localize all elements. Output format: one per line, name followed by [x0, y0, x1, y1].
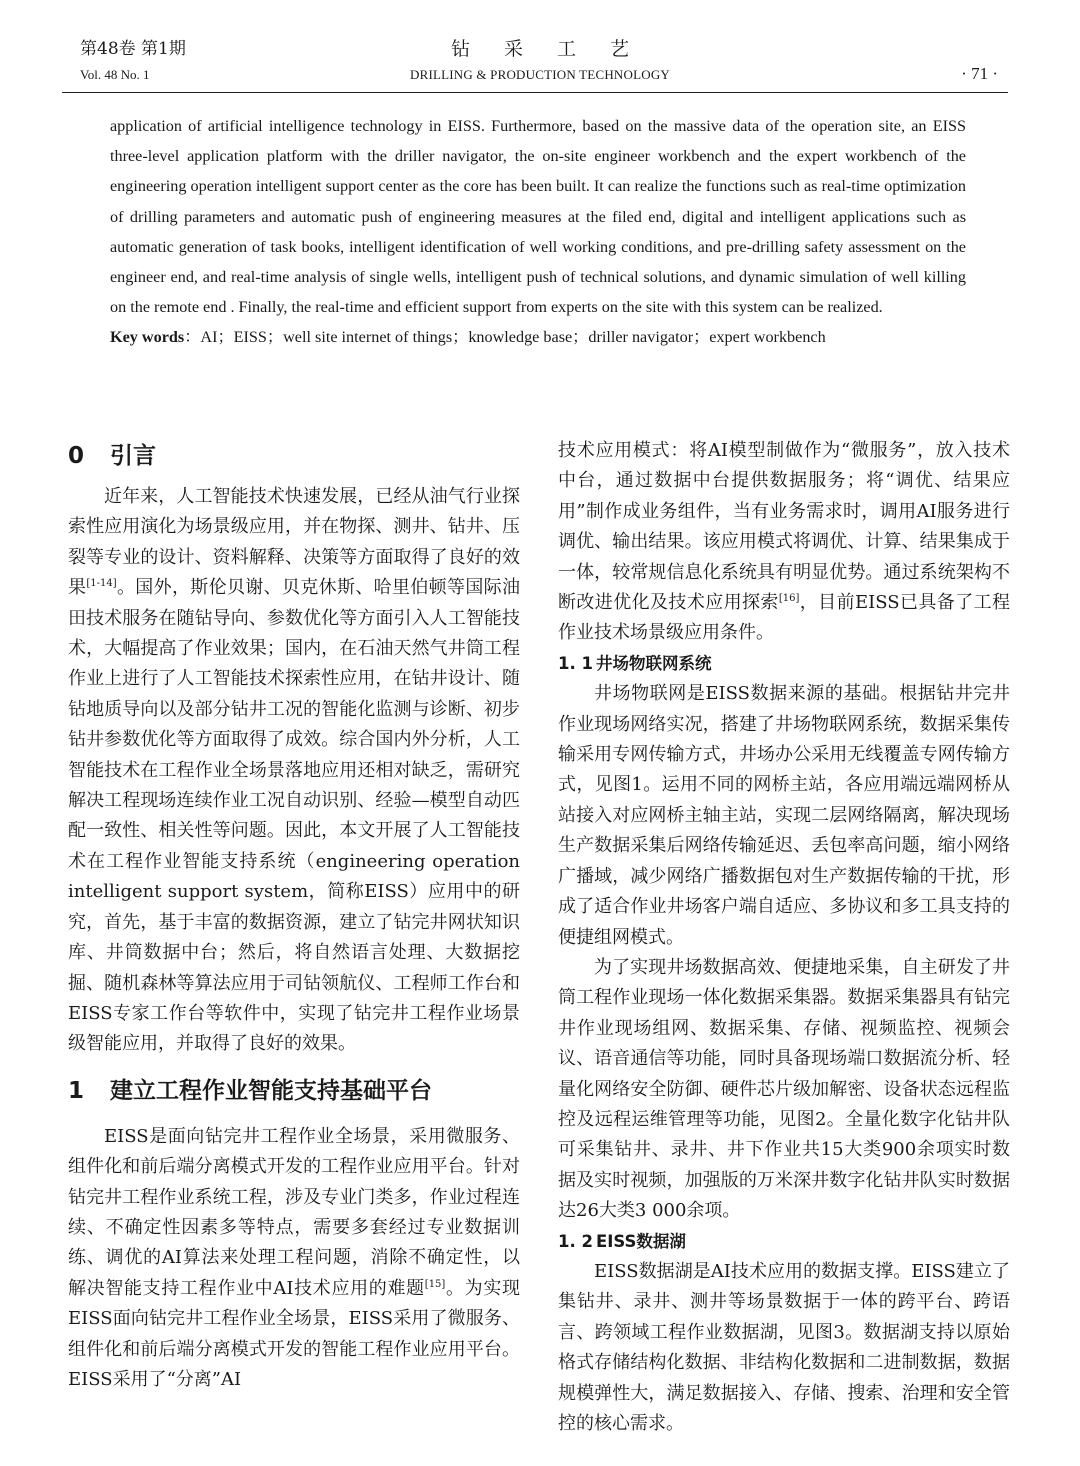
subsection-title: EISS数据湖	[596, 1231, 686, 1251]
subsection-heading-datalake	[558, 1227, 1010, 1257]
page-header	[0, 0, 1080, 95]
citation[interactable]: [16]	[778, 593, 800, 605]
citation[interactable]: [1-14]	[86, 578, 117, 590]
volume-info	[80, 36, 186, 88]
keywords-label: Key words	[110, 328, 185, 347]
subsection-heading-iot	[558, 649, 1010, 679]
keywords	[110, 322, 966, 352]
section-title: 引言	[110, 443, 156, 469]
keywords-list: ：AI；EISS；well site internet of things；knowledge base；driller navigator；expert workbench	[184, 328, 826, 347]
subsection-number: 1. 2	[558, 1231, 593, 1251]
header-divider	[62, 92, 1008, 93]
left-column	[68, 436, 520, 1395]
volume-cn: 第48卷 第1期	[80, 39, 186, 59]
paragraph-text: 技术应用模式：将AI模型制做作为“微服务”，放入技术中台，通过数据中台提供数据服务；将“调优、结果应用”制作成业务组件，当有业务需求时，调用AI服务进行调优、输出结果。该应用模式将调优、计算、结果集成于一体，较常规信息化系统具有明显优势。通过系统架构不断改进优化及技术应用探索	[558, 440, 1010, 614]
paragraph-text: EISS是面向钻完井工程作业全场景，采用微服务、组件化和前后端分离模式开发的工程作业应用平台。针对钻完井工程作业系统工程，涉及专业门类多，作业过程连续、不确定性因素多等特点，需要多套经过专业数据训练、调优的AI算法来处理工程问题，消除不确定性，以解决智能支持工程作业中AI技术应用的难题	[68, 1125, 520, 1299]
journal-title	[390, 36, 690, 88]
paragraph-text: 。国外，斯伦贝谢、贝克休斯、哈里伯顿等国际油田技术服务在随钻导向、参数优化等方面引入人工智能技术，大幅提高了作业效果；国内，在石油天然气井筒工程作业上进行了人工智能技术探索性应用，在钻井设计、随钻地质导向以及部分钻井工况的智能化监测与诊断、初步钻井参数优化等方面取得了成效。综合国内外分析，人工智能技术在工程作业全场景落地应用还相对缺乏，需研究解决工程现场连续作业工况自动识别、经验—模型自动匹配一致性、相关性等问题。因此，本文开展了人工智能技术在工程作业智能支持系统（engineering operation intelligent support system，简称EISS）应用中的研究，首先，基于丰富的数据资源，建立了钻完井网状知识库、井筒数据中台；然后，将自然语言处理、大数据挖掘、随机森林等算法应用于司钻领航仪、工程师工作台和EISS专家工作台等软件中，实现了钻完井工程作业场景级智能应用，并取得了良好的效果。	[68, 577, 521, 1055]
paragraph	[68, 1122, 520, 1396]
subsection-title: 井场物联网系统	[596, 653, 712, 673]
section-number: 1	[68, 1077, 85, 1104]
citation[interactable]: [15]	[424, 1278, 446, 1290]
section-title: 建立工程作业智能支持基础平台	[110, 1077, 432, 1104]
section-heading-platform	[68, 1060, 520, 1122]
paragraph: 为了实现井场数据高效、便捷地采集，自主研发了井筒工程作业现场一体化数据采集器。数据采集器具有钻完井作业现场组网、数据采集、存储、视频监控、视频会议、语音通信等功能，同时具备现场端口数据流分析、轻量化网络安全防御、硬件芯片级加解密、设备状态远程监控及远程运维管理等功能，见图2。全量化数字化钻井队可采集钻井、录井、井下作业共15大类900余项实时数据及实时视频，加强版的万米深井数字化钻井队实时数据达26大类3 000余项。	[558, 956, 1010, 1222]
abstract	[110, 111, 966, 353]
journal-title-cn: 钻采工艺	[450, 38, 663, 60]
subsection-number: 1. 1	[558, 653, 593, 673]
journal-title-en: DRILLING & PRODUCTION TECHNOLOGY	[409, 67, 670, 82]
paragraph-continued	[558, 436, 1010, 649]
page-number: · 71 ·	[961, 64, 998, 83]
paragraph: 井场物联网是EISS数据来源的基础。根据钻井完井作业现场网络实况，搭建了井场物联网系统，数据采集传输采用专网传输方式，井场办公采用无线覆盖专网传输方式，见图1。运用不同的网桥主站，各应用端远端网桥从站接入对应网桥主轴主站，实现二层网络隔离，解决现场生产数据采集后网络传输延迟、丢包率高问题，缩小网络广播域，减少网络广播数据包对生产数据传输的干扰，形成了适合作业井场客户端自适应、多协议和多工具支持的便捷组网模式。	[558, 683, 1010, 948]
volume-en: Vol. 48 No. 1	[80, 67, 150, 82]
section-heading-introduction	[68, 436, 520, 482]
paragraph	[68, 482, 520, 1060]
paragraph-text: 近年来，人工智能技术快速发展，已经从油气行业探索性应用演化为场景级应用，并在物探、测井、钻井、压裂等专业的设计、资料解释、决策等方面取得了良好的效果	[68, 486, 520, 599]
paragraph-text: ，目前EISS已具备了工程作业技术场景级应用条件。	[558, 592, 1010, 644]
paragraph: EISS数据湖是AI技术应用的数据支撑。EISS建立了集钻井、录井、测井等场景数据于一体的跨平台、跨语言、跨领域工程作业数据湖，见图3。数据湖支持以原始格式存储结构化数据、非结构化数据和二进制数据，数据规模弹性大，满足数据接入、存储、搜索、治理和安全管控的核心需求。	[558, 1260, 1010, 1434]
right-column	[558, 436, 1010, 1439]
abstract-text: application of artificial intelligence technology in EISS. Furthermore, based on the massive data of the operation site, an EISS three-level application platform with the driller navigator, the on-site engineer workbench and the expert workbench of the engineering operation intelligent support center as the core has been built. It can realize the functions such as real-time optimization of drilling parameters and automatic push of engineering measures at the filed end, digital and intelligent applications such as automatic generation of task books, intelligent identification of well working conditions, and pre-drilling safety assessment on the engineer end, and real-time analysis of single wells, intelligent push of technical solutions, and dynamic simulation of well killing on the remote end . Finally, the real-time and efficient support from experts on the site with this system can be realized.	[110, 117, 966, 317]
section-number: 0	[68, 443, 85, 469]
paragraph-text: 。为实现EISS面向钻完井工程作业全场景，EISS采用了微服务、组件化和前后端分离模式开发的智能工程作业应用平台。EISS采用了“分离”AI	[68, 1277, 520, 1390]
